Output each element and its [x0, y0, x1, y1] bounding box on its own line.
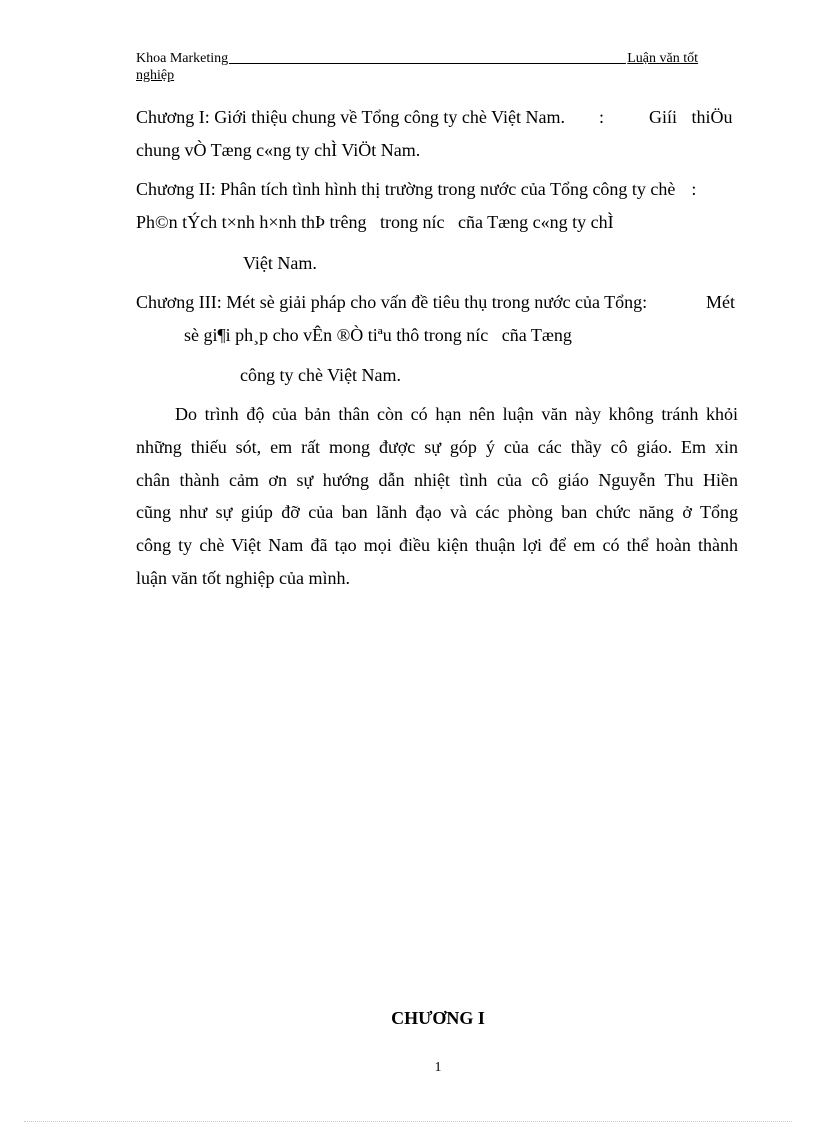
toc-chapter-2-title-cont: Việt Nam. — [243, 253, 317, 273]
toc-chapter-1-alt-title: Giíi thiÖu — [649, 107, 733, 127]
header-doc-type-continued: nghiệp — [136, 68, 175, 83]
header-doc-type: Luận văn tốt — [627, 51, 698, 66]
paragraph-line: Do trình độ của bản thân còn có hạn nên luận văn này không tránh khỏi — [175, 404, 738, 424]
paragraph-line: công ty chè Việt Nam đã tạo mọi điều kiện thuận lợi để em có thể hoàn thành — [136, 535, 738, 555]
header-rule — [229, 63, 626, 64]
toc-chapter-2-alt-title: Ph©n tÝch t×nh h×nh thÞ trêng trong níc cña Tæng c«ng ty chÌ — [136, 212, 614, 232]
chapter-heading: CHƯƠNG I — [391, 1008, 485, 1028]
paragraph-last-line: luận văn tốt nghiệp của mình. — [136, 568, 350, 588]
paragraph-line: cũng như sự giúp đỡ của ban lãnh đạo và các phòng ban chức năng ở Tổng — [136, 502, 738, 522]
paragraph-line: chân thành cảm ơn sự hướng dẫn nhiệt tình của cô giáo Nguyễn Thu Hiền — [136, 470, 738, 490]
toc-chapter-3-title-cont: công ty chè Việt Nam. — [240, 365, 402, 385]
toc-chapter-1-alt-title-cont: chung vÒ Tæng c«ng ty chÌ ViÖt Nam. — [136, 140, 421, 160]
paragraph-line: những thiếu sót, em rất mong được sự góp ý của các thầy cô giáo. Em xin — [136, 437, 738, 457]
toc-chapter-1-colon: : — [598, 107, 604, 127]
toc-chapter-3-alt-word: Mét — [706, 292, 735, 312]
toc-chapter-1-title: Chương I: Giới thiệu chung về Tổng công ty chè Việt Nam. — [136, 107, 565, 127]
toc-chapter-2-title: Chương II: Phân tích tình hình thị trường trong nước của Tổng công ty chè — [136, 179, 676, 199]
toc-chapter-2-colon: : — [691, 179, 697, 199]
toc-entry-chapter-1 — [136, 106, 604, 128]
toc-entry-chapter-3: Chương III: Mét sè giải pháp cho vấn đề tiêu thụ trong nước của Tổng: — [136, 292, 648, 312]
page-number: 1 — [434, 1060, 442, 1075]
page-header — [136, 50, 698, 84]
toc-chapter-3-alt-title: sè gi¶i ph¸p cho vÊn ®Ò tiªu thô trong níc cña Tæng — [184, 325, 572, 345]
toc-entry-chapter-2 — [136, 178, 696, 200]
page-bottom-border — [24, 1121, 792, 1122]
header-department: Khoa Marketing — [136, 51, 229, 66]
